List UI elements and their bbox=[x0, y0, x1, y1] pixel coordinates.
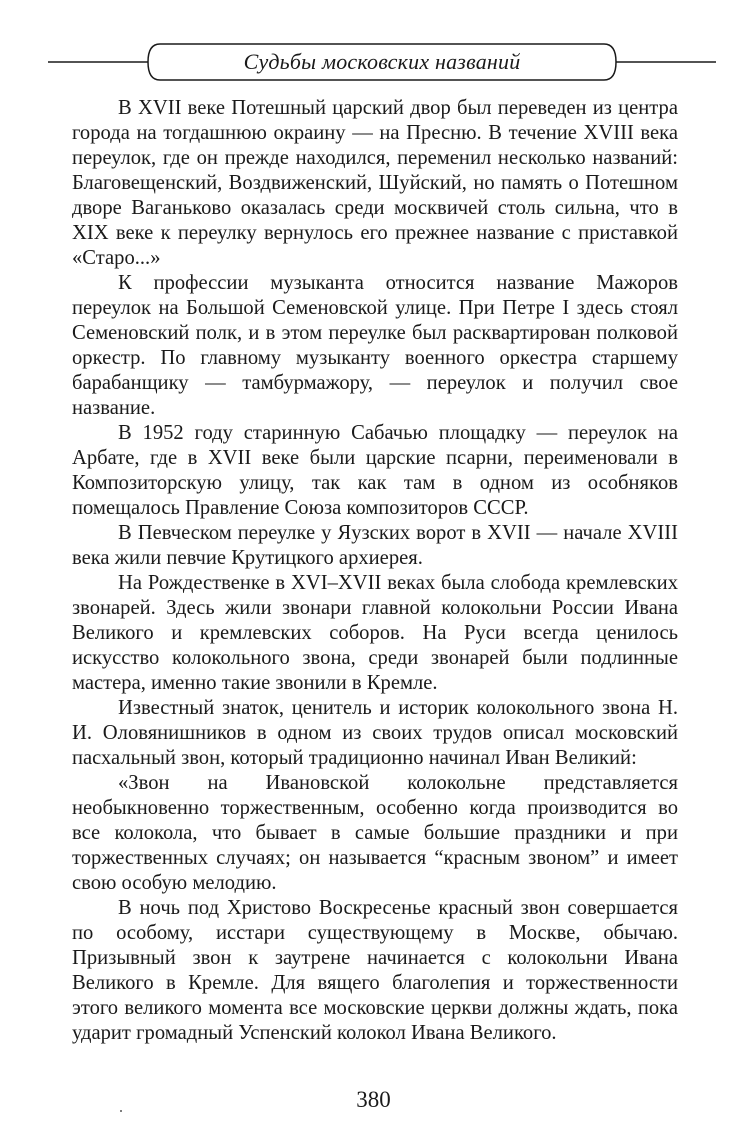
paragraph-quote-continued: В ночь под Христово Воскресенье красный звон совершается по особому, исстари существующему в Москве, обычаю. Призывный звон к заутрене начинается с колокольни Ивана Великого в Кремле. Для вящего благолепия и торжественности этого великого момента все московские церкви должны ждать, пока ударит громадный Успенский колокол Ивана Великого. bbox=[72, 897, 678, 1044]
paragraph-potešny-dvor: В XVII веке Потешный царский двор был переведен из центра города на тогдашнюю окраину — на Пресню. В течение XVIII века переулок, где он прежде находился, переменил несколько названий: Благовещенский, Воздвиженский, Шуйский, но память о Потешном дворе Ваганьково оказалась среди москвичей столь сильна, что в XIX веке к переулку вернулось его прежнее название с приставкой «Старо...» bbox=[72, 97, 678, 269]
paragraph-pevchesky: В Певческом переулке у Яузских ворот в XVII — начале XVIII века жили певчие Крутицкого архиерея. bbox=[72, 522, 678, 569]
print-speck bbox=[120, 1110, 122, 1112]
paragraph-kompozitorskaya: В 1952 году старинную Сабачью площадку — переулок на Арбате, где в XVII веке были царские псарни, переименовали в Композиторскую улицу, так как там в одном из особняков помещалось Правление Союза композиторов СССР. bbox=[72, 422, 678, 519]
running-header bbox=[48, 42, 716, 82]
paragraph-mazhorov-pereulok: К профессии музыканта относится название Мажоров переулок на Большой Семеновской улице. При Петре I здесь стоял Семеновский полк, и в этом переулке был расквартирован полковой оркестр. По главному музыканту военного оркестра старшему барабанщику — тамбурмажору, — переулок и получил свое название. bbox=[72, 272, 678, 419]
paragraph-quote-start: «Звон на Ивановской колокольне представляется необыкновенно торжественным, особенно когда производится во все колокола, что бывает в самые большие праздники и при торжественных случаях; он называется “красным звоном” и имеет свою особую мелодию. bbox=[72, 772, 678, 894]
paragraph-rozhdestvenka: На Рождественке в XVI–XVII веках была слобода кремлевских звонарей. Здесь жили звонари главной колокольни России Ивана Великого и кремлевских соборов. На Руси всегда ценилось искусство колокольного звона, среди звонарей были подлинные мастера, именно такие звонили в Кремле. bbox=[72, 572, 678, 694]
header-title: Судьбы московских названий bbox=[243, 49, 521, 74]
body-text bbox=[72, 96, 678, 1046]
paragraph-olovyanishnikov: Известный знаток, ценитель и историк колокольного звона Н. И. Оловянишников в одном из своих трудов описал московский пасхальный звон, который традиционно начинал Иван Великий: bbox=[72, 697, 678, 769]
page-number: 380 bbox=[356, 1087, 391, 1112]
